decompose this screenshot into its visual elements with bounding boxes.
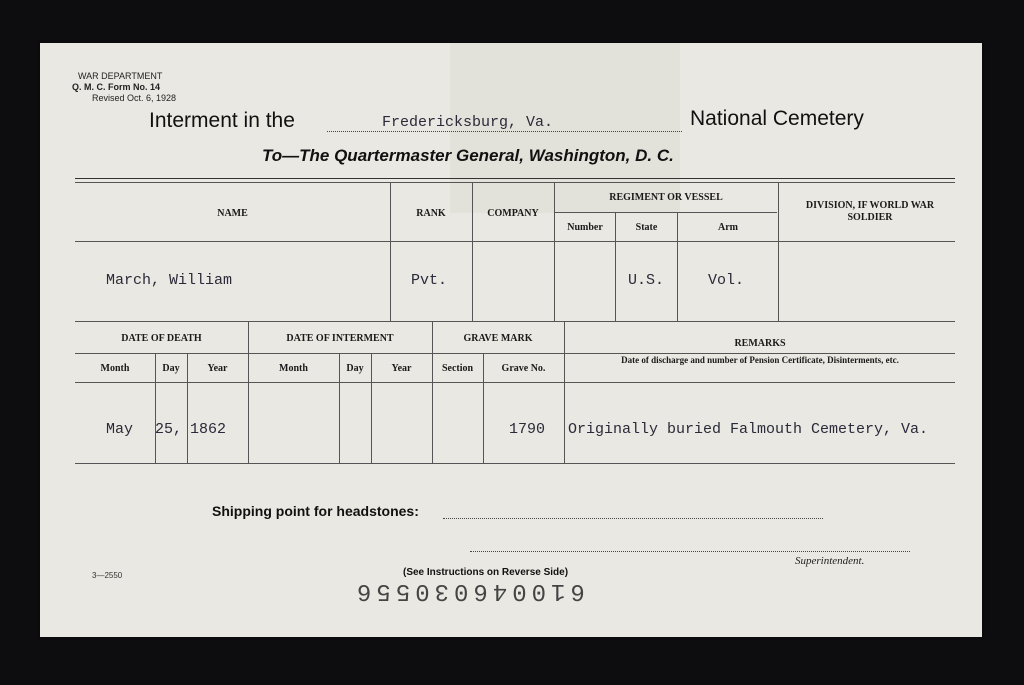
- header-death-month: Month: [100, 363, 130, 374]
- header-grave-no: Grave No.: [501, 363, 546, 374]
- header-division: DIVISION, IF WORLD WAR SOLDIER: [805, 200, 935, 223]
- interment-card: [40, 43, 982, 637]
- title-suffix: National Cemetery: [690, 107, 864, 130]
- header-grave-mark: GRAVE MARK: [463, 333, 533, 344]
- death-month: May: [106, 421, 134, 438]
- title-prefix: Interment in the: [149, 109, 295, 132]
- divider: [778, 183, 779, 321]
- table1-header-rule: [75, 241, 955, 242]
- header-remarks-sub: Date of discharge and number of Pension Certificate, Disinterments, etc.: [621, 355, 899, 365]
- table2-sub-rule: [75, 353, 955, 354]
- to-line: To—The Quartermaster General, Washington, D. C.: [262, 146, 674, 165]
- form-number: Q. M. C. Form No. 14: [72, 82, 161, 92]
- revised-date: Revised Oct. 6, 1928: [92, 93, 177, 103]
- death-day: 25,: [155, 421, 183, 438]
- header-date-of-interment: DATE OF INTERMENT: [286, 333, 394, 344]
- superintendent-label: Superintendent.: [795, 555, 865, 567]
- table1-top-rule-2: [75, 182, 955, 183]
- divider: [472, 183, 473, 321]
- header-death-year: Year: [207, 363, 228, 374]
- soldier-arm: Vol.: [708, 272, 745, 289]
- header-interment-day: Day: [346, 363, 364, 374]
- divider: [554, 183, 555, 321]
- soldier-name: March, William: [106, 272, 233, 289]
- divider: [390, 183, 391, 321]
- department-label: WAR DEPARTMENT: [78, 71, 163, 81]
- header-arm: Arm: [718, 222, 738, 233]
- header-number: Number: [567, 222, 603, 233]
- grave-number: 1790: [509, 421, 546, 438]
- serial-number: 610046030556: [352, 577, 585, 604]
- superintendent-dotted-line: [470, 551, 910, 552]
- death-year: 1862: [190, 421, 227, 438]
- cemetery-dotted-line: [327, 131, 682, 132]
- header-state: State: [635, 222, 658, 233]
- header-interment-month: Month: [279, 363, 308, 374]
- table2-header-rule: [75, 382, 955, 383]
- header-death-day: Day: [162, 363, 180, 374]
- header-date-of-death: DATE OF DEATH: [121, 333, 202, 344]
- table1-top-rule: [75, 178, 955, 179]
- table1-bottom-rule: [75, 321, 955, 322]
- soldier-rank: Pvt.: [411, 272, 448, 289]
- soldier-state: U.S.: [628, 272, 665, 289]
- header-interment-year: Year: [391, 363, 412, 374]
- header-remarks: REMARKS: [734, 338, 786, 349]
- instructions-note: (See Instructions on Reverse Side): [403, 567, 569, 578]
- header-section: Section: [441, 363, 474, 374]
- header-company: COMPANY: [487, 208, 539, 219]
- header-regiment: REGIMENT OR VESSEL: [609, 192, 723, 203]
- table2-bottom-rule: [75, 463, 955, 464]
- remarks-value: Originally buried Falmouth Cemetery, Va.: [568, 421, 929, 438]
- shipping-dotted-line: [443, 518, 823, 519]
- header-rank: RANK: [416, 208, 446, 219]
- cemetery-location: Fredericksburg, Va.: [382, 114, 554, 131]
- form-code: 3—2550: [92, 571, 123, 580]
- regiment-sub-rule: [555, 212, 777, 213]
- header-name: NAME: [217, 208, 248, 219]
- shipping-label: Shipping point for headstones:: [212, 503, 419, 519]
